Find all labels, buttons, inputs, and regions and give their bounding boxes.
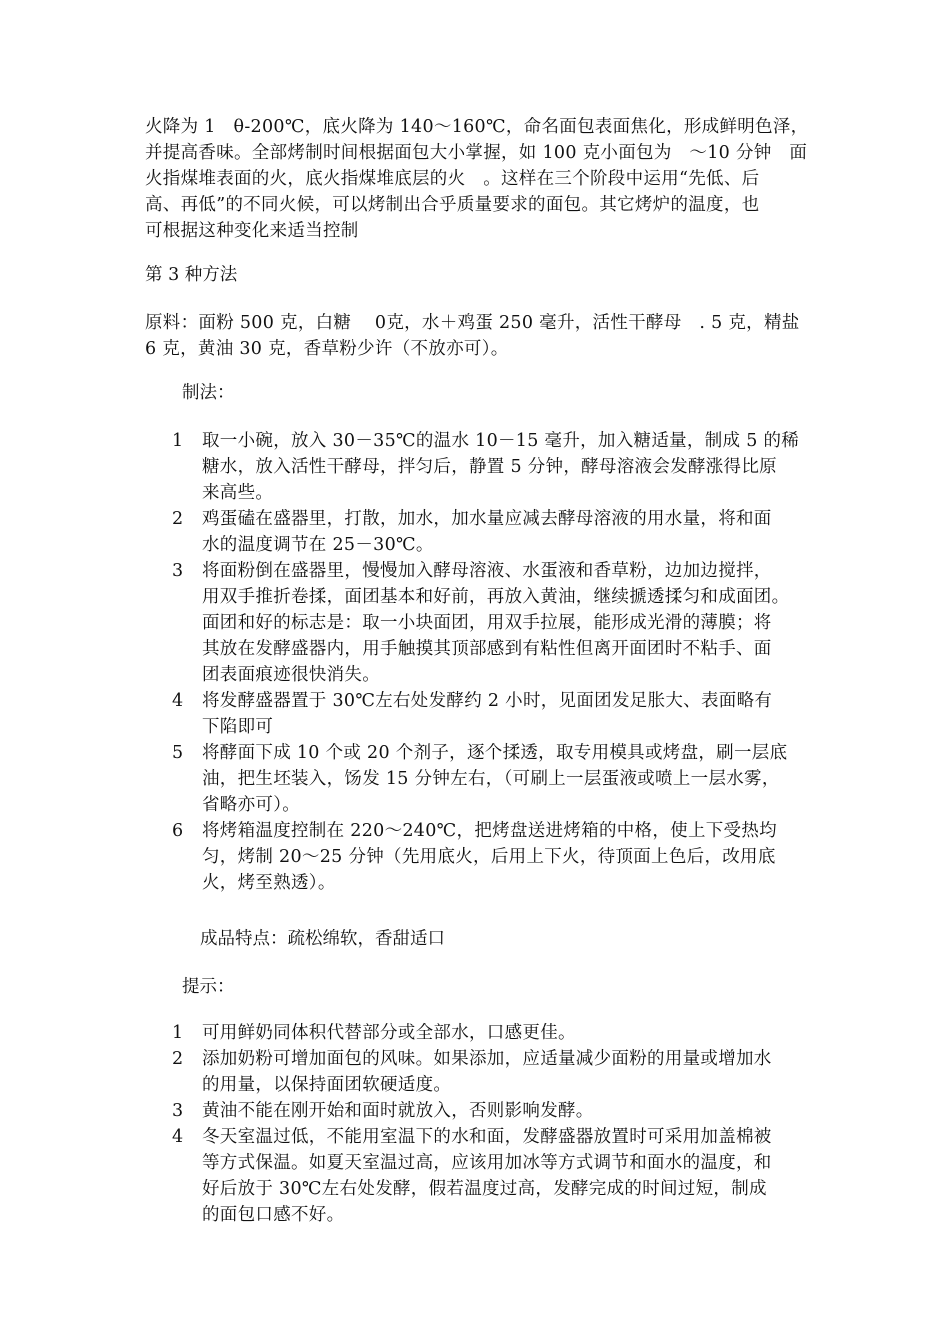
method-title: 第 3 种方法 [145, 265, 238, 285]
list-item [172, 740, 822, 818]
text-line: 团表面痕迹很快消失。 [202, 665, 380, 685]
steps-list [172, 428, 822, 896]
text-line: 火，烤至熟透）。 [202, 873, 336, 893]
tips-label: 提示： [182, 977, 235, 997]
text-line: 用双手推折卷揉，面团基本和好前，再放入黄油，继续搋透揉匀和成面团。 [202, 587, 790, 607]
list-item [172, 506, 822, 558]
text-line: 将酵面下成 10 个或 20 个剂子，逐个揉透，取专用模具或烤盘，刷一层底 [202, 743, 788, 763]
text-line: 并提高香味。全部烤制时间根据面包大小掌握，如 100 克小面包为 ～10 分钟 面 [145, 143, 808, 163]
list-item [172, 1098, 822, 1124]
text-line: 来高些。 [202, 483, 274, 503]
step-number: 1 [172, 431, 184, 451]
text-line: 黄油不能在刚开始和面时就放入，否则影响发酵。 [202, 1101, 594, 1121]
text-line: 火降为 1 θ-200℃，底火降为 140～160℃，命名面包表面焦化，形成鲜明色泽， [145, 117, 809, 137]
text-line: 将面粉倒在盛器里，慢慢加入酵母溶液、水蛋液和香草粉，边加边搅拌， [202, 561, 772, 581]
text-line: 面团和好的标志是：取一小块面团，用双手拉展，能形成光滑的薄膜；将 [202, 613, 772, 633]
procedure-label: 制法： [182, 383, 235, 403]
text-line: 将发酵盛器置于 30℃左右处发酵约 2 小时，见面团发足胀大、表面略有 [202, 691, 773, 711]
list-item [172, 688, 822, 740]
tip-number: 4 [172, 1127, 184, 1147]
text-line: 取一小碗，放入 30－35℃的温水 10－15 毫升，加入糖适量，制成 5 的稀 [202, 431, 800, 451]
text-line: 的用量，以保持面团软硬适度。 [202, 1075, 452, 1095]
text-line: 可用鲜奶同体积代替部分或全部水，口感更佳。 [202, 1023, 576, 1043]
text-line: 鸡蛋磕在盛器里，打散，加水，加水量应减去酵母溶液的用水量，将和面 [202, 509, 772, 529]
text-line: 匀，烤制 20～25 分钟（先用底火，后用上下火，待顶面上色后，改用底 [202, 847, 776, 867]
text-line: 的面包口感不好。 [202, 1205, 345, 1225]
text-line: 糖水，放入活性干酵母，拌匀后，静置 5 分钟，酵母溶液会发酵涨得比原 [202, 457, 777, 477]
text-line: 下陷即可 [202, 717, 274, 737]
text-line: 等方式保温。如夏天室温过高，应该用加冰等方式调节和面水的温度，和 [202, 1153, 772, 1173]
step-number: 5 [172, 743, 184, 763]
list-item [172, 558, 822, 688]
tip-number: 1 [172, 1023, 184, 1043]
list-item [172, 1020, 822, 1046]
text-line: 原料：面粉 500 克，白糖 0克，水＋鸡蛋 250 毫升，活性干酵母 . 5 克，精盐 [145, 313, 800, 333]
tips-list [172, 1020, 822, 1228]
text-line: 火指煤堆表面的火，底火指煤堆底层的火 。这样在三个阶段中运用“先低、后 [145, 169, 760, 189]
list-item [172, 818, 822, 896]
text-line: 将烤箱温度控制在 220～240℃，把烤盘送进烤箱的中格，使上下受热均 [202, 821, 777, 841]
text-line: 添加奶粉可增加面包的风味。如果添加，应适量减少面粉的用量或增加水 [202, 1049, 772, 1069]
text-line: 省略亦可）。 [202, 795, 301, 815]
step-number: 3 [172, 561, 184, 581]
text-line: 6 克，黄油 30 克，香草粉少许（不放亦可）。 [145, 339, 509, 359]
list-item [172, 1046, 822, 1098]
text-line: 高、再低”的不同火候，可以烤制出合乎质量要求的面包。其它烤炉的温度，也 [145, 195, 760, 215]
step-number: 2 [172, 509, 184, 529]
text-line: 可根据这种变化来适当控制 [145, 221, 359, 241]
list-item [172, 1124, 822, 1228]
tip-number: 3 [172, 1101, 184, 1121]
text-line: 油，把生坯装入，饧发 15 分钟左右，（可刷上一层蛋液或喷上一层水雾， [202, 769, 780, 789]
tip-number: 2 [172, 1049, 184, 1069]
text-line: 其放在发酵盛器内，用手触摸其顶部感到有粘性但离开面团时不粘手、面 [202, 639, 772, 659]
text-line: 冬天室温过低，不能用室温下的水和面，发酵盛器放置时可采用加盖棉被 [202, 1127, 772, 1147]
step-number: 4 [172, 691, 184, 711]
step-number: 6 [172, 821, 184, 841]
list-item [172, 428, 822, 506]
ingredients-paragraph [145, 310, 815, 362]
text-line: 好后放于 30℃左右处发酵，假若温度过高，发酵完成的时间过短，制成 [202, 1179, 767, 1199]
intro-paragraph [145, 114, 815, 244]
text-line: 水的温度调节在 25－30℃。 [202, 535, 434, 555]
features-text: 成品特点：疏松绵软，香甜适口 [200, 929, 445, 949]
